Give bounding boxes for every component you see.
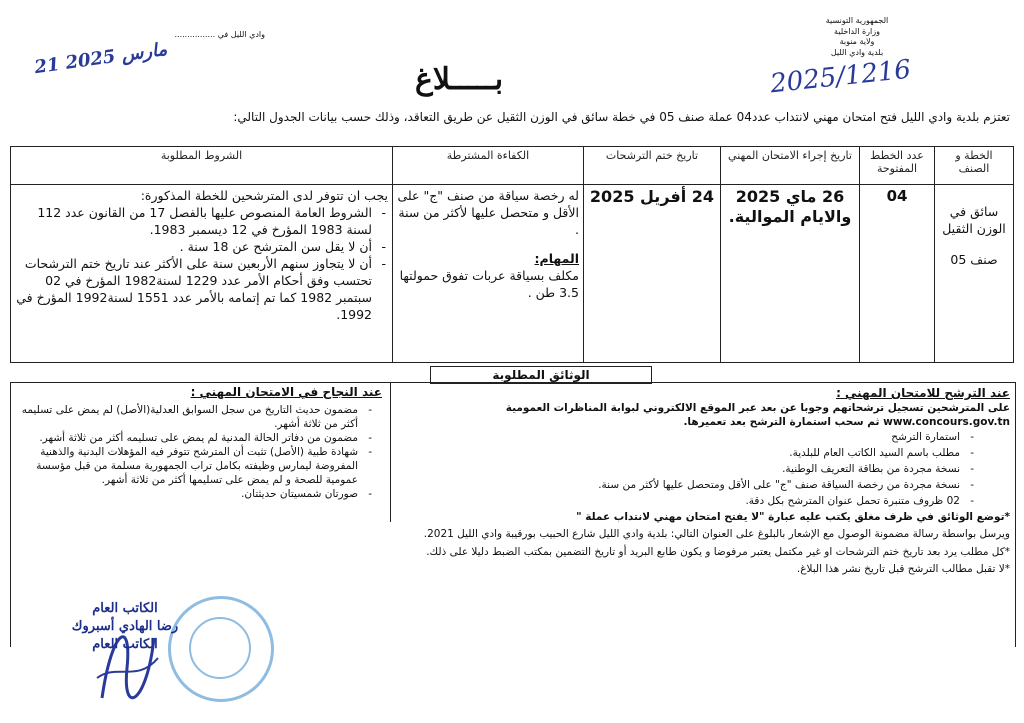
col-header-plan: الخطة و الصنف [935,147,1014,185]
condition-item: - الشروط العامة المنصوص عليها بالفصل 17 من القانون عدد 112 لسنة 1983 المؤرخ في 12 ديسمبر 1983. [15,204,382,238]
success-documents [18,385,382,501]
success-item: - شهادة طبية (الأصل) تثبت أن المترشح تتوفر فيه المؤهلات البدنية والذهنية المفروضة ليمارس وظيفته بكامل تراب الجمهورية مسلمة من قبل مؤسسة عمومية للصحة و لم يمض على تسليمها أكثر من ثلاثة أشهر. [18,445,368,487]
place-date-line: وادي الليل في ................ [174,30,265,39]
competence-cell [393,185,584,363]
header-line: وزارة الداخلية [834,26,880,36]
deadline-cell: 24 أفريل 2025 [584,185,721,363]
plan-name: سائق في الوزن الثقيل [942,204,1006,236]
documents-title: الوثائق المطلوبة [430,366,652,384]
header-line: الجمهورية التونسية [825,16,889,25]
table-row [11,185,1014,363]
header-line: ولاية منوبة [839,37,875,46]
apply-item: - نسخة مجردة من بطاقة التعريف الوطنية. [400,461,970,477]
col-header-count: عدد الخطط المفتوحة [860,147,935,185]
col-header-deadline: تاريخ ختم الترشحات [584,147,721,185]
note-line: *كل مطلب يرد بعد تاريخ ختم الترشحات او غير مكتمل يعتبر مرفوضا و يكون طابع البريد أو تاريخ التضمين بمكتب الضبط دليلا على ذلك. [426,546,1010,558]
col-header-exam-date: تاريخ إجراء الامتحان المهني [721,147,860,185]
document-title: بـــــلاغ [415,62,504,97]
apply-item: - 02 ظروف متنبرة تحمل عنوان المترشح بكل دقة. [400,493,970,509]
plan-cell [935,185,1014,363]
issuer-header [802,16,912,58]
tasks-text: مكلف بسياقة عربات تفوق حمولتها 3.5 طن . [399,268,579,300]
success-item: - مضمون حديث التاريخ من سجل السوابق العدلية(الأصل) لم يمض على تسليمه أكثر من ثلاثة أشهر. [18,403,368,431]
intro-paragraph: تعتزم بلدية وادي الليل فتح امتحان مهني لانتداب عدد04 عملة صنف 05 في خطة سائق في الوزن الثقيل عن طريق التعاقد، وذلك حسب بيانات الجدول التالي: [233,110,1010,124]
apply-item: - مطلب باسم السيد الكاتب العام للبلدية. [400,445,970,461]
col-header-conditions: الشروط المطلوبة [11,147,393,185]
success-item: - مضمون من دفاتر الحالة المدنية لم يمض على تسليمه أكثر من ثلاثة أشهر. [18,431,368,445]
signatory-title-repeat: الكاتب العام [92,637,158,652]
signatory-name: رضا الهادي أسبروك [71,619,179,634]
competence-text: له رخصة سياقة من صنف "ج" على الأقل و متحصل عليها لأكثر من سنة . [397,188,579,237]
positions-table [10,146,1014,363]
conditions-intro: يجب ان تتوفر لدى المترشحين للخطة المذكورة: [140,188,388,203]
documents-divider [390,382,391,522]
apply-item: - نسخة مجردة من رخصة السياقة صنف "ج" على الأقل ومتحصل عليها لأكثر من سنة. [400,477,970,493]
signatory-title: الكاتب العام [92,601,158,616]
apply-note: على المترشحين تسجيل ترشحاتهم وجوبا عن بعد عبر الموقع الالكتروني لبوابة المناظرات العمومية www.concours.gov.tn ثم سحب استمارة الترشح بعد تعميرها. [505,402,1010,428]
success-title: عند النجاح في الامتحان المهني : [190,385,382,399]
apply-title: عند الترشح للامتحان المهني : [836,386,1010,400]
apply-documents [400,385,1010,577]
plan-category: صنف 05 [950,252,998,267]
note-line: *لا تقبل مطالب الترشح قبل تاريخ نشر هذا البلاغ. [796,563,1010,575]
exam-date-cell: 26 ماي 2025 والايام الموالية. [721,185,860,363]
tasks-label: المهام: [534,251,579,266]
conditions-cell [11,185,393,363]
col-header-competence: الكفاءة المشترطة [393,147,584,185]
signature-block [30,600,220,654]
handwritten-date: 21 مارس 2025 [33,38,169,79]
count-cell: 04 [860,185,935,363]
success-item: - صورتان شمسيتان حديثتان. [18,487,368,501]
note-line: *توضع الوثائق في ظرف مغلق يكتب عليه عبارة "لا يفتح امتحان مهني لانتداب عملة " [576,511,1010,523]
apply-item: - استمارة الترشح [400,429,970,445]
header-line: بلدية وادي الليل [830,47,884,57]
condition-item: - أن لا يقل سن المترشح عن 18 سنة . [15,238,382,255]
handwritten-reference: 2025/1216 [768,54,913,100]
note-line: ويرسل بواسطة رسالة مضمونة الوصول مع الإشعار بالبلوغ على العنوان التالي: بلدية وادي الليل شارع الحبيب بورقيبة وادي الليل 2021. [423,528,1010,540]
condition-item: - أن لا يتجاوز سنهم الأربعين سنة على الأكثر عند تاريخ ختم الترشحات تحتسب وفق أحكام الأمر عدد 1229 لسنة1982 المؤرخ في 02 سبتمبر 1982 كما تم إتمامه بالأمر عدد 1551 لسنة1992 المؤرخ في 1992. [15,255,382,323]
table-header-row [11,147,1014,185]
